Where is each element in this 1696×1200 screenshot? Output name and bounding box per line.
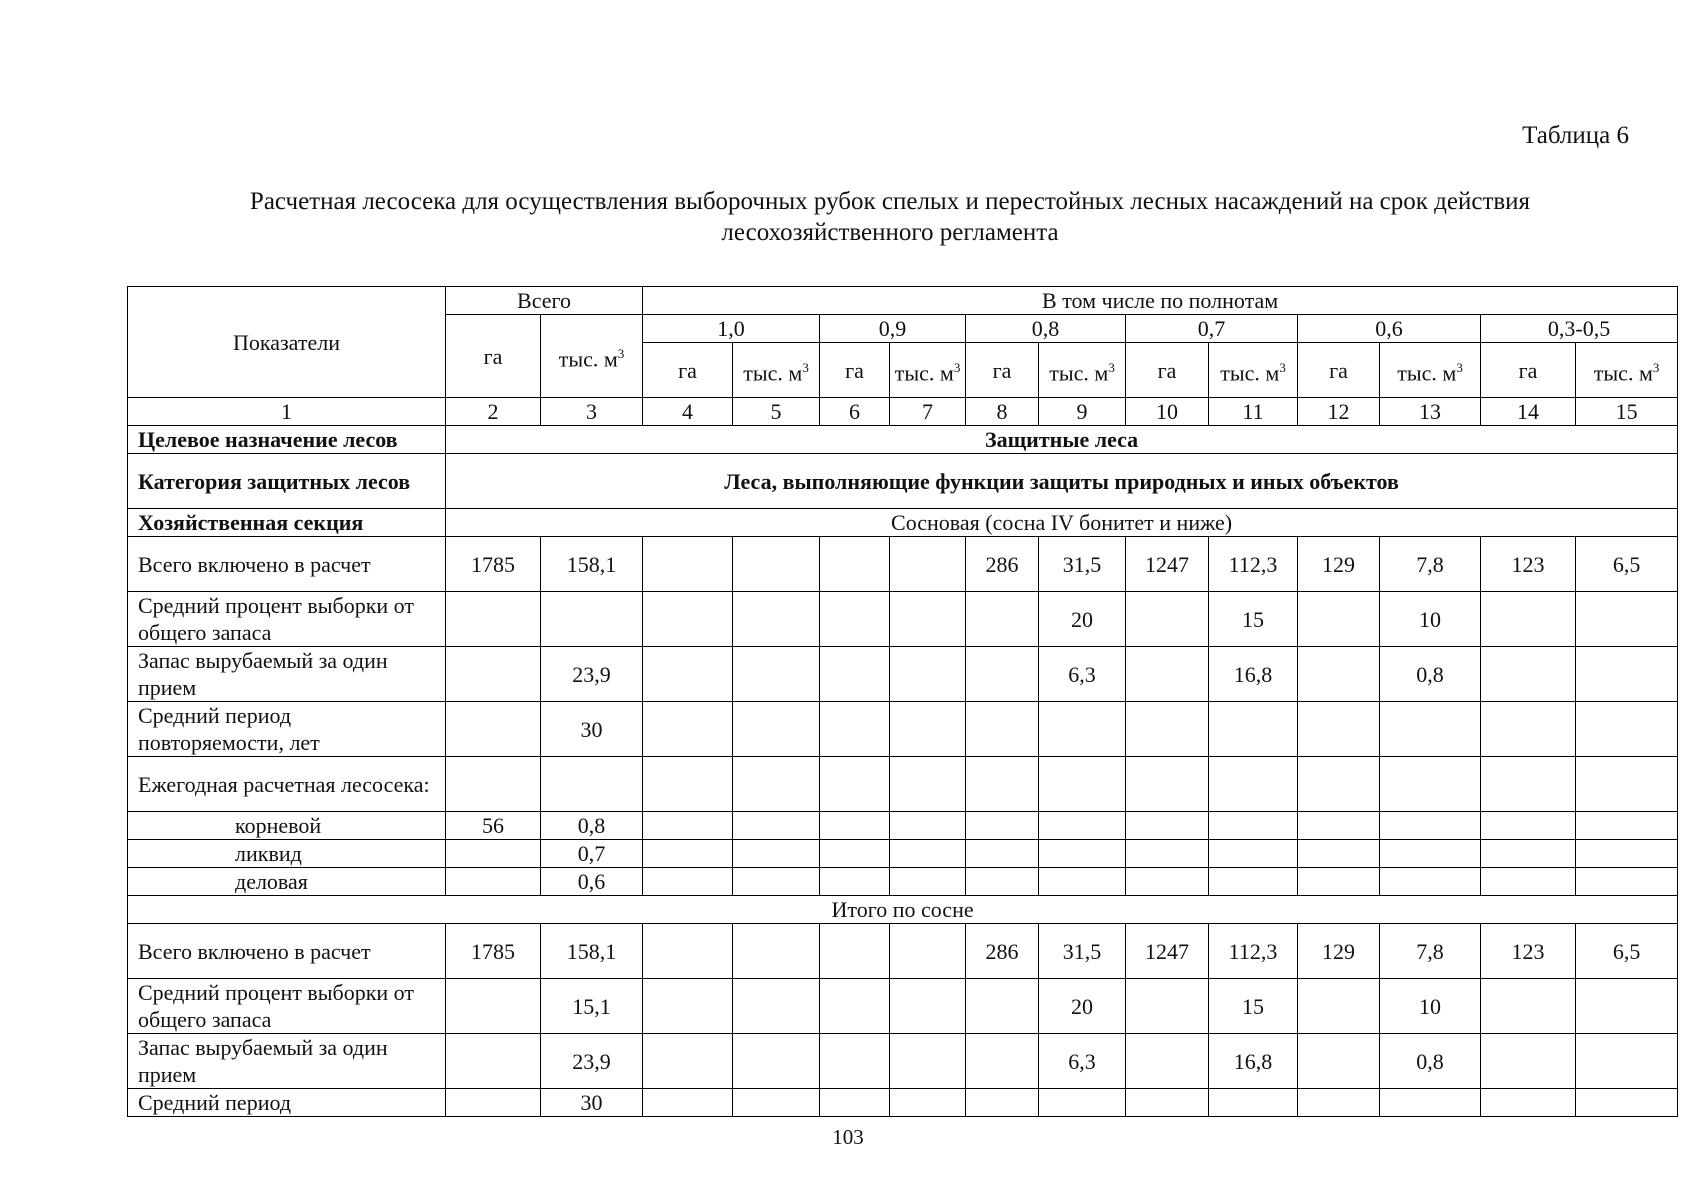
column-number: 15 <box>1576 398 1678 426</box>
table-cell <box>1298 1034 1380 1089</box>
table-cell <box>1039 868 1126 896</box>
table-cell <box>1039 757 1126 812</box>
header-density: 0,3-0,5 <box>1481 315 1678 343</box>
table-cell: 112,3 <box>1209 537 1298 592</box>
table-cell <box>1481 702 1576 757</box>
table-cell <box>1481 868 1576 896</box>
table-body <box>128 287 1678 1117</box>
table-cell <box>1209 812 1298 840</box>
table-row <box>128 1089 1678 1117</box>
section-value: Сосновая (сосна IV бонитет и ниже) <box>446 509 1678 537</box>
table-cell <box>966 757 1039 812</box>
row-label: Средний период повторяемости, лет <box>128 702 446 757</box>
header-indicators: Показатели <box>128 287 446 398</box>
table-cell: 10 <box>1380 979 1481 1034</box>
table-cell <box>890 537 966 592</box>
table-cell <box>446 757 541 812</box>
table-cell <box>1298 979 1380 1034</box>
header-unit-ha: га <box>643 343 733 398</box>
table-cell: 6,3 <box>1039 1034 1126 1089</box>
table-cell: 10 <box>1380 592 1481 647</box>
table-cell: 23,9 <box>541 647 643 702</box>
table-cell <box>820 647 890 702</box>
table-cell <box>643 868 733 896</box>
table-cell: 56 <box>446 812 541 840</box>
table-cell: 15 <box>1209 592 1298 647</box>
table-cell <box>890 702 966 757</box>
table-cell <box>1039 1089 1126 1117</box>
table-cell <box>1126 702 1209 757</box>
table-cell <box>966 868 1039 896</box>
table-cell: 0,8 <box>1380 647 1481 702</box>
table-cell <box>1298 812 1380 840</box>
row-label: Средний процент выборки от общего запаса <box>128 979 446 1034</box>
column-number: 3 <box>541 398 643 426</box>
header-unit-ha: га <box>1481 343 1576 398</box>
table-cell <box>890 757 966 812</box>
table-row <box>128 840 1678 868</box>
table-cell <box>966 592 1039 647</box>
header-unit-volume: тыс. $м^3$ <box>890 343 966 398</box>
table-row <box>128 647 1678 702</box>
table-cell <box>1576 592 1678 647</box>
header-density: 0,8 <box>966 315 1126 343</box>
table-cell <box>966 812 1039 840</box>
table-cell <box>1298 868 1380 896</box>
table-cell <box>820 537 890 592</box>
table-cell: 31,5 <box>1039 537 1126 592</box>
table-cell <box>643 1089 733 1117</box>
table-cell <box>1576 757 1678 812</box>
table-cell <box>820 702 890 757</box>
row-label: Ежегодная расчетная лесосека: <box>128 757 446 812</box>
row-label: корневой <box>128 812 446 840</box>
table-cell: 112,3 <box>1209 924 1298 979</box>
table-cell <box>1039 702 1126 757</box>
column-number: 4 <box>643 398 733 426</box>
header-unit-volume: тыс. $м^3$ <box>733 343 820 398</box>
table-cell <box>1380 702 1481 757</box>
table-cell: 0,7 <box>541 840 643 868</box>
table-cell: 1785 <box>446 537 541 592</box>
table-cell <box>820 1034 890 1089</box>
table-cell <box>446 979 541 1034</box>
table-cell <box>1298 592 1380 647</box>
table-cell <box>643 647 733 702</box>
table-cell: 20 <box>1039 592 1126 647</box>
column-number: 12 <box>1298 398 1380 426</box>
column-number: 5 <box>733 398 820 426</box>
table-cell <box>1126 1034 1209 1089</box>
forest-cut-table <box>127 286 1678 1117</box>
page-number: 103 <box>832 1125 864 1149</box>
table-cell: 31,5 <box>1039 924 1126 979</box>
table-cell <box>890 812 966 840</box>
table-cell <box>733 924 820 979</box>
row-label: Запас вырубаемый за один прием <box>128 1034 446 1089</box>
table-cell: 158,1 <box>541 924 643 979</box>
table-cell <box>890 1089 966 1117</box>
table-cell <box>966 1034 1039 1089</box>
table-cell: 129 <box>1298 924 1380 979</box>
table-cell <box>1481 647 1576 702</box>
header-unit-volume: тыс. $м^3$ <box>1380 343 1481 398</box>
table-cell <box>1209 702 1298 757</box>
table-cell <box>733 647 820 702</box>
table-cell: 123 <box>1481 924 1576 979</box>
row-label: Средний процент выборки от общего запаса <box>128 592 446 647</box>
table-cell <box>1481 840 1576 868</box>
table-cell <box>1298 840 1380 868</box>
table-cell <box>643 924 733 979</box>
table-cell <box>1380 840 1481 868</box>
table-cell <box>1298 757 1380 812</box>
header-total: Всего <box>446 287 643 315</box>
header-unit-volume: тыс. $м^3$ <box>1576 343 1678 398</box>
header-unit-ha: га <box>446 315 541 398</box>
table-cell <box>966 647 1039 702</box>
column-number: 7 <box>890 398 966 426</box>
table-cell: 30 <box>541 1089 643 1117</box>
table-cell <box>1126 757 1209 812</box>
table-cell: 7,8 <box>1380 924 1481 979</box>
table-row <box>128 592 1678 647</box>
table-cell <box>1209 1089 1298 1117</box>
table-cell <box>446 1089 541 1117</box>
table-cell <box>643 702 733 757</box>
section-label: Хозяйственная секция <box>128 509 446 537</box>
table-cell: 123 <box>1481 537 1576 592</box>
header-unit-ha: га <box>1298 343 1380 398</box>
table-cell <box>890 1034 966 1089</box>
table-cell <box>1039 840 1126 868</box>
row-label: ликвид <box>128 840 446 868</box>
table-row <box>128 1034 1678 1089</box>
table-cell <box>643 979 733 1034</box>
table-cell <box>1209 868 1298 896</box>
table-cell <box>446 647 541 702</box>
column-number: 9 <box>1039 398 1126 426</box>
table-cell <box>966 840 1039 868</box>
table-cell: 6,3 <box>1039 647 1126 702</box>
table-cell <box>820 757 890 812</box>
table-row <box>128 868 1678 896</box>
purpose-label: Целевое назначение лесов <box>128 426 446 454</box>
table-number: Таблица 6 <box>1522 122 1629 149</box>
table-cell <box>1481 812 1576 840</box>
column-number: 2 <box>446 398 541 426</box>
table-cell: 6,5 <box>1576 537 1678 592</box>
header-unit-ha: га <box>1126 343 1209 398</box>
table-cell <box>733 812 820 840</box>
table-cell <box>643 840 733 868</box>
table-cell <box>1298 647 1380 702</box>
category-value: Леса, выполняющие функции защиты природных и иных объектов <box>446 454 1678 509</box>
table-row <box>128 924 1678 979</box>
table-cell <box>1209 757 1298 812</box>
table-cell <box>1576 1034 1678 1089</box>
table-cell <box>541 757 643 812</box>
table-cell <box>733 757 820 812</box>
table-cell <box>820 840 890 868</box>
table-cell <box>1126 1089 1209 1117</box>
table-cell: 15 <box>1209 979 1298 1034</box>
table-cell <box>1380 1089 1481 1117</box>
table-row <box>128 702 1678 757</box>
header-unit-volume: тыс. $м^3$ <box>541 315 643 398</box>
table-cell <box>820 812 890 840</box>
header-unit-volume: тыс. $м^3$ <box>1209 343 1298 398</box>
table-cell <box>1126 812 1209 840</box>
column-number: 10 <box>1126 398 1209 426</box>
table-cell <box>966 979 1039 1034</box>
table-cell: 6,5 <box>1576 924 1678 979</box>
table-cell <box>1576 812 1678 840</box>
table-cell: 20 <box>1039 979 1126 1034</box>
table-cell: 286 <box>966 924 1039 979</box>
column-number: 1 <box>128 398 446 426</box>
table-cell <box>820 1089 890 1117</box>
header-density: 0,7 <box>1126 315 1298 343</box>
header-unit-ha: га <box>966 343 1039 398</box>
table-row <box>128 979 1678 1034</box>
table-cell <box>1576 868 1678 896</box>
table-cell: 16,8 <box>1209 647 1298 702</box>
table-cell: 0,6 <box>541 868 643 896</box>
column-number: 8 <box>966 398 1039 426</box>
table-cell <box>643 812 733 840</box>
table-cell: 1247 <box>1126 924 1209 979</box>
purpose-value: Защитные леса <box>446 426 1678 454</box>
table-cell: 16,8 <box>1209 1034 1298 1089</box>
table-cell <box>1380 868 1481 896</box>
table-cell <box>1576 702 1678 757</box>
table-cell <box>1481 979 1576 1034</box>
header-density: 0,9 <box>820 315 966 343</box>
table-cell: 0,8 <box>541 812 643 840</box>
header-unit-volume: тыс. $м^3$ <box>1039 343 1126 398</box>
table-cell <box>733 537 820 592</box>
table-cell <box>643 757 733 812</box>
subtotal-label: Итого по сосне <box>128 896 1678 924</box>
table-title: Расчетная лесосека для осуществления выборочных рубок спелых и перестойных лесных насаждений на срок действия лесохозяйственного регламента <box>249 188 1531 246</box>
table-cell <box>1576 647 1678 702</box>
table-cell <box>890 868 966 896</box>
table-cell <box>1126 647 1209 702</box>
table-cell: 15,1 <box>541 979 643 1034</box>
table-cell <box>446 868 541 896</box>
header-including: В том числе по полнотам <box>643 287 1678 315</box>
table-cell <box>1039 812 1126 840</box>
table-cell: 1247 <box>1126 537 1209 592</box>
table-row <box>128 757 1678 812</box>
table-cell <box>1481 757 1576 812</box>
row-label: Всего включено в расчет <box>128 537 446 592</box>
header-density: 0,6 <box>1298 315 1481 343</box>
table-cell <box>966 702 1039 757</box>
column-number: 14 <box>1481 398 1576 426</box>
column-number: 6 <box>820 398 890 426</box>
table-cell <box>966 1089 1039 1117</box>
table-cell <box>890 979 966 1034</box>
table-cell <box>1126 592 1209 647</box>
table-cell <box>1298 702 1380 757</box>
row-label: Запас вырубаемый за один прием <box>128 647 446 702</box>
table-cell: 158,1 <box>541 537 643 592</box>
table-cell <box>890 647 966 702</box>
table-cell: 0,8 <box>1380 1034 1481 1089</box>
table-cell <box>1126 840 1209 868</box>
table-row <box>128 812 1678 840</box>
row-label: Средний период <box>128 1089 446 1117</box>
table-cell <box>541 592 643 647</box>
table-cell <box>446 702 541 757</box>
row-label: деловая <box>128 868 446 896</box>
table-cell: 286 <box>966 537 1039 592</box>
table-cell: 1785 <box>446 924 541 979</box>
table-cell <box>733 1034 820 1089</box>
table-cell: 129 <box>1298 537 1380 592</box>
table-cell <box>1380 757 1481 812</box>
table-cell <box>820 979 890 1034</box>
table-cell <box>820 924 890 979</box>
header-unit-ha: га <box>820 343 890 398</box>
table-row <box>128 537 1678 592</box>
table-cell <box>890 840 966 868</box>
table-cell <box>1576 1089 1678 1117</box>
table-cell <box>890 924 966 979</box>
table-cell <box>1209 840 1298 868</box>
table-cell <box>446 592 541 647</box>
table-cell <box>643 1034 733 1089</box>
table-cell <box>733 592 820 647</box>
table-cell: 23,9 <box>541 1034 643 1089</box>
header-density: 1,0 <box>643 315 820 343</box>
table-cell <box>820 868 890 896</box>
table-cell <box>733 868 820 896</box>
row-label: Всего включено в расчет <box>128 924 446 979</box>
table-cell <box>733 1089 820 1117</box>
column-number-row <box>128 398 1678 426</box>
table-cell <box>1126 868 1209 896</box>
table-cell <box>1481 592 1576 647</box>
table-cell <box>733 840 820 868</box>
table-cell <box>890 592 966 647</box>
table-cell <box>643 592 733 647</box>
table-cell <box>733 702 820 757</box>
table-cell <box>1126 979 1209 1034</box>
table-cell <box>446 840 541 868</box>
table-cell: 30 <box>541 702 643 757</box>
table-cell <box>820 592 890 647</box>
table-cell: 7,8 <box>1380 537 1481 592</box>
table-cell <box>1380 812 1481 840</box>
table-cell <box>1481 1089 1576 1117</box>
column-number: 11 <box>1209 398 1298 426</box>
table-cell <box>733 979 820 1034</box>
table-cell <box>1576 840 1678 868</box>
table-cell <box>1576 979 1678 1034</box>
category-label: Категория защитных лесов <box>128 454 446 509</box>
table-cell <box>1298 1089 1380 1117</box>
column-number: 13 <box>1380 398 1481 426</box>
table-cell <box>446 1034 541 1089</box>
table-cell <box>1481 1034 1576 1089</box>
table-cell <box>643 537 733 592</box>
